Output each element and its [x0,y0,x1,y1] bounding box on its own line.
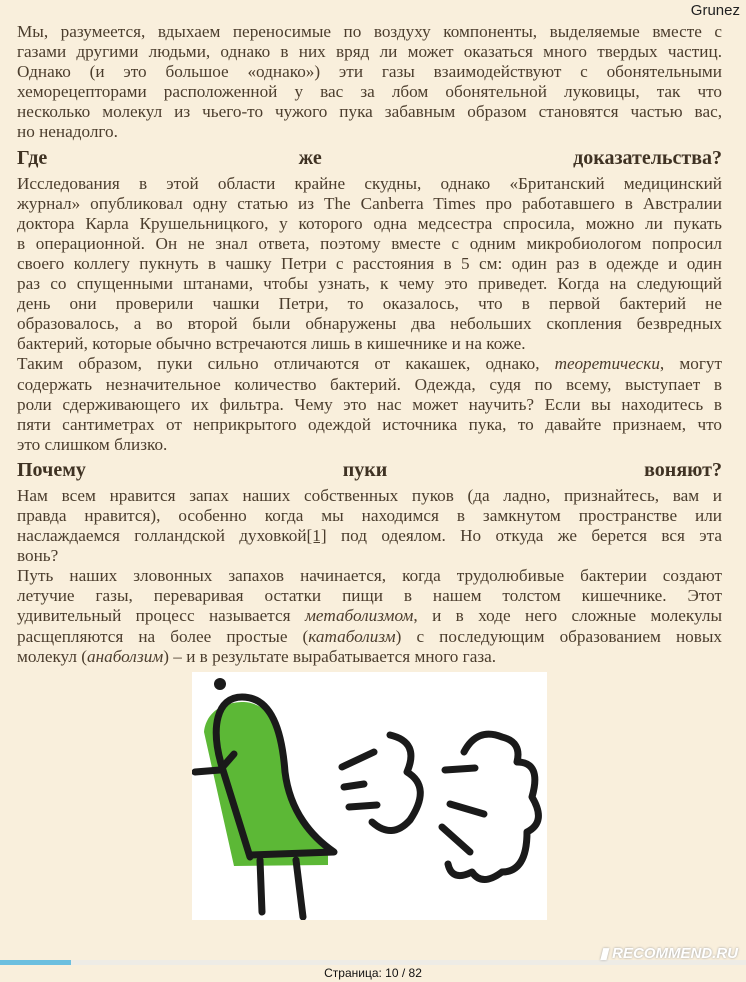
text-line [17,174,722,194]
text-line [17,122,722,142]
text-span: , могут [659,354,722,374]
text-line [17,647,722,667]
text-line [17,627,722,647]
italic-text: метаболизмом [304,606,414,626]
text-span: раз со спущенными штанами, чтобы узнать, к чему это приведет. Когда на следующий [17,274,722,294]
footnote-link[interactable]: [1] [306,526,327,546]
text-span: бактерий, которые обычно встречаются лишь в кишечнике и на коже. [17,334,526,354]
text-span: вонь? [17,546,59,566]
user-name: Grunez [690,2,740,19]
text-line [17,62,722,82]
text-line [17,354,722,374]
text-line [17,334,722,354]
text-span: день они проверили чашки Петри, то оказалось, что в первой бактерий не [17,294,722,314]
text-span: молекул ( [17,646,87,666]
paragraph [17,22,722,143]
text-span: летучие газы, переваривая остатки пищи в нашем толстом кишечнике. Этот [17,586,722,606]
book-page-content [17,22,722,667]
text-span: роли сдерживающего их фильтра. Чему это нас может научить? Если вы находитесь в [17,394,722,414]
italic-text: катаболизм [308,626,396,646]
text-line [17,42,722,62]
paragraph [17,566,722,666]
text-line [17,506,722,526]
text-line [17,294,722,314]
text-span: пяти сантиметрах от неприкрытого одеждой источника пука, то давайте признаем, что [17,414,722,434]
text-span: журнал» опубликовал одну статью из The Canberra Times про работавшего в Австралии [17,193,722,213]
reading-progress-fill [0,960,71,965]
text-span: Таким образом, пуки сильно отличаются от какашек, однако, [17,354,555,374]
section-heading: Почему пуки воняют? [17,458,722,481]
text-line [17,606,722,626]
text-line [17,314,722,334]
text-line [17,194,722,214]
paragraph [17,486,722,566]
text-span: правда нравится), особенно когда мы находимся в замкнутом пространстве или [17,505,722,525]
text-span: ) – и в результате вырабатывается много газа. [163,646,497,666]
text-span: расщепляются на более простые ( [17,626,309,646]
italic-text: анаболзим [87,646,164,666]
text-span: наслаждаемся голландской духовкой [17,526,307,546]
text-span: Нам всем нравится запах наших собственных пуков (да ладно, признайтесь, вам и [17,485,722,505]
text-line [17,254,722,274]
page-indicator: Страница: 10 / 82 [324,966,422,980]
text-line [17,274,722,294]
paragraph [17,354,722,454]
text-span: ) с последующим образованием новых [395,626,722,646]
text-line [17,375,722,395]
text-span: Путь наших зловонных запахов начинается, когда трудолюбивые бактерии создают [17,566,722,586]
text-span: в операционной. Он не знал ответа, поэтому вместе с одним микробиологом попросил [17,233,722,253]
text-line [17,566,722,586]
text-span: образовалось, а во второй были обнаружены два небольших скопления безвредных [17,314,722,334]
text-span: газами другими людьми, однако в них вряд ли может оказаться много твердых частиц. [17,42,722,62]
text-span: несколько молекул из чьего-то чужого пука забавным образом становятся частью вас, [17,102,722,122]
italic-text: теоретически [554,354,660,374]
text-span: удивительный процесс называется [17,606,305,626]
text-line [17,22,722,42]
text-line [17,546,722,566]
text-line [17,214,722,234]
text-line [17,234,722,254]
text-span: под одеялом. Но откуда же берется вся эта [326,526,722,546]
text-span: своего коллегу пукнуть в чашку Петри с расстояния в 5 см: один раз в одежде и один [17,253,722,273]
text-span: Мы, разумеется, вдыхаем переносимые по воздуху компоненты, выделяемые вместе с [17,22,722,41]
text-line [17,102,722,122]
section-heading: Где же доказательства? [17,146,722,169]
text-span: это слишком близко. [17,434,168,454]
text-line [17,526,722,546]
text-span: доктора Карла Крушельницкого, у которого одна медсестра спросила, можно ли пукать [17,213,722,233]
text-span: хеморецепторами расположенной у вас за лбом обонятельной луковицы, так что [17,82,722,102]
paragraph [17,174,722,355]
text-line [17,435,722,455]
text-span: но ненадолго. [17,122,118,142]
text-line [17,415,722,435]
text-line [17,486,722,506]
watermark-logo: ▮ RECOMMEND.RU [599,945,738,962]
text-line [17,82,722,102]
text-line [17,395,722,415]
text-span: содержать незначительное количество бактерий. Одежда, судя по всему, выступает в [17,374,722,394]
text-span: , и в ходе него сложные молекулы [413,606,723,626]
text-line [17,586,722,606]
text-span: Исследования в этой области крайне скудны, однако «Британский медицинский [17,173,722,193]
text-span: Однако (и это большое «однако») эти газы взаимодействуют с обонятельными [17,62,722,82]
illustration-fart [192,672,547,920]
